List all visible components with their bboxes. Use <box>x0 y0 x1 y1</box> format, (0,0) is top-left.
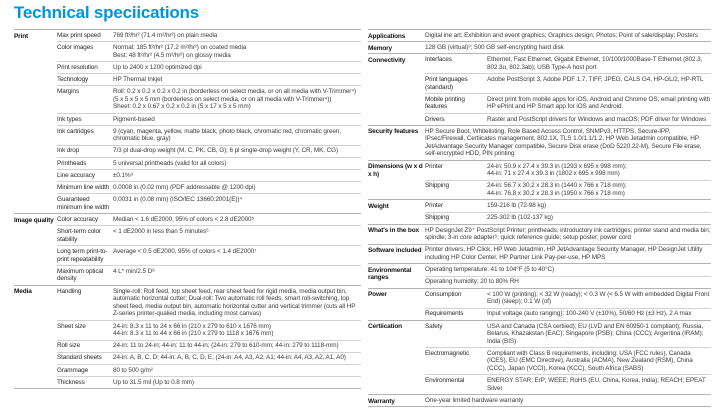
section-rows <box>57 214 361 285</box>
spec-value-line: Raster and PostScript drivers for Windows and macOS; PDF driver for Windows <box>487 115 707 123</box>
spec-value-line: Median < 1.6 dE2000, 95% of colors < 2.8 dE2000⁵ <box>113 216 255 224</box>
spec-section-warranty <box>368 394 711 406</box>
spec-value <box>113 248 361 263</box>
spec-label: Max print speed <box>57 31 101 39</box>
spec-value-line: 5 universal printheads (valid for all colors) <box>113 159 227 167</box>
section-rows <box>425 126 711 160</box>
section-rows <box>425 161 711 200</box>
spec-value <box>487 323 711 346</box>
spec-row-shipping <box>425 180 711 200</box>
spec-section-certiication <box>368 320 711 395</box>
spec-value-line: HP Thermal Inkjet <box>113 75 163 83</box>
section-label: Warranty <box>368 397 395 405</box>
section-label: Weight <box>368 202 389 210</box>
spec-value <box>113 354 361 362</box>
spec-value-line: Adobe PostScript 3, Adobe PDF 1.7, TIFF, JPEG, CALS G4, HP-GL/2, HP-RTL <box>487 75 704 83</box>
section-label: Memory <box>368 44 393 52</box>
spec-row-ink-drop <box>57 145 361 157</box>
spec-row-thickness <box>57 376 361 388</box>
spec-value <box>425 32 711 40</box>
spec-section-software-included <box>368 244 711 264</box>
spec-section-connectivity <box>368 53 711 125</box>
spec-value <box>487 214 711 222</box>
spec-value <box>425 278 711 286</box>
spec-row <box>425 245 711 264</box>
spec-value <box>487 76 711 91</box>
spec-row-ink-types <box>57 113 361 125</box>
section-label: Print <box>14 32 29 40</box>
section-rows <box>57 286 361 389</box>
spec-value <box>487 291 711 306</box>
spec-row-technology <box>57 73 361 85</box>
spec-label: Electromagnetic <box>425 349 470 357</box>
spec-row <box>425 264 711 275</box>
section-label: Certiication <box>368 323 402 331</box>
spec-section-dimensions-w-x-d-x-h <box>368 160 711 200</box>
spec-value-line: 9 (cyan, magenta, yellow, matte black, photo black, chromatic red, chromatic green, chromatic blue, gray) <box>113 127 341 143</box>
section-label: Environmental ranges <box>368 266 412 282</box>
spec-value <box>113 367 361 375</box>
section-label: Media <box>14 288 32 296</box>
spec-value-line: ±0.1%³ <box>113 171 133 179</box>
spec-label: Roll size <box>57 342 81 350</box>
spec-row-printheads <box>57 157 361 169</box>
spec-value <box>113 288 361 318</box>
spec-value <box>113 379 361 387</box>
spec-row-color-images <box>57 41 361 61</box>
spec-label: Color images <box>57 43 94 51</box>
spec-value <box>487 182 711 197</box>
spec-row-minimum-line-width <box>57 181 361 193</box>
spec-label: Grammage <box>57 366 89 374</box>
spec-value-line: 159-216 lb (72-98 kg) <box>487 202 547 210</box>
spec-row-guaranteed-minimum-line-width <box>57 193 361 213</box>
spec-value <box>425 227 711 242</box>
spec-value <box>425 246 711 261</box>
section-label: Image quality <box>14 216 54 224</box>
spec-section-power <box>368 288 711 320</box>
spec-row-safety <box>425 321 711 347</box>
spec-row <box>425 30 711 41</box>
spec-label: Ink types <box>57 115 82 123</box>
spec-section-security-features <box>368 125 711 160</box>
section-label: Power <box>368 291 387 299</box>
section-rows <box>425 54 711 125</box>
spec-label: Drivers <box>425 115 445 123</box>
spec-value-line: 24-in: A, B, C, D; 44-in: A, B, C, D, E; (24-in: A4, A3, A2, A1; 44-in: A4, A3, A2, A1, A0) <box>113 354 346 362</box>
spec-label: Maximum optical density <box>57 267 104 283</box>
spec-label: Minimum line width <box>57 184 110 192</box>
spec-label: Safety <box>425 322 443 330</box>
spec-value-line: ENERGY STAR; ErP; WEEE; RoHS (EU, China, Korea, India); REACH; EPEAT Silver <box>487 377 706 392</box>
spec-label: Interfaces <box>425 56 452 64</box>
spec-value <box>113 64 361 72</box>
section-label: Applications <box>368 32 406 40</box>
spec-value <box>113 76 361 84</box>
section-label: Software included <box>368 247 422 255</box>
spec-value-line: 128 GB (virtual)⁹; 500 GB self-encrypting hard disk <box>425 43 564 51</box>
spec-row-print-resolution <box>57 61 361 73</box>
spec-label: Thickness <box>57 378 85 386</box>
spec-label: Ink cartridges <box>57 127 94 135</box>
spec-value <box>425 44 711 52</box>
spec-section-environmental-ranges <box>368 263 711 287</box>
spec-value <box>487 377 711 392</box>
spec-section-applications <box>368 29 711 41</box>
spec-value-line: Direct print from mobile apps for iOS, Android and Chrome OS; email printing with HP ePrint and HP Smart app for iOS and Android. <box>487 95 711 111</box>
spec-column-right <box>368 29 711 407</box>
spec-value <box>487 163 711 178</box>
section-rows <box>425 225 711 244</box>
spec-value <box>113 172 361 180</box>
spec-value-line: Pigment-based <box>113 115 155 123</box>
spec-row-sheet-size <box>57 320 361 340</box>
spec-value <box>113 196 361 211</box>
spec-value <box>113 160 361 168</box>
section-label: Dimensions (w x d x h) <box>368 163 423 178</box>
section-rows <box>425 321 711 395</box>
spec-row <box>425 42 711 53</box>
spec-label: Print languages (standard) <box>425 75 468 91</box>
spec-section-media <box>14 285 361 389</box>
spec-value-line: Operating temperature: 41 to 104°F (5 to 40°C) <box>425 266 555 274</box>
spec-value <box>113 88 361 111</box>
spec-value-line: HP DesignJet Z9⁺ PostScript Printer; printheads; introductory ink cartridges; printer stand and media bin; spindle; 3-in core adapter⁹; quick reference guide; setup poster; power cord <box>425 226 711 242</box>
spec-row-short-term-color-stability <box>57 225 361 245</box>
spec-value <box>113 44 361 59</box>
spec-row-requirements <box>425 308 711 320</box>
spec-row <box>425 276 711 288</box>
spec-label: Shipping <box>425 214 449 222</box>
spec-row-margins <box>57 85 361 112</box>
spec-value-line: One-year limited hardware warranty <box>425 397 524 405</box>
page-title: Technical speciications <box>14 3 199 22</box>
spec-label: Printer <box>425 162 443 170</box>
spec-row-electromagnetic <box>425 347 711 374</box>
spec-row-max-print-speed <box>57 30 361 41</box>
spec-value <box>113 228 361 243</box>
spec-value <box>113 116 361 124</box>
spec-value <box>425 266 711 274</box>
spec-label: Mobile printing features <box>425 95 465 111</box>
section-label: Connectivity <box>368 56 406 64</box>
spec-row <box>425 126 711 160</box>
spec-value <box>113 184 361 192</box>
spec-row-ink-cartridges <box>57 125 361 145</box>
spec-label: Printer <box>425 202 443 210</box>
spec-value <box>487 350 711 373</box>
spec-value-line: 225-302 lb (102-137 kg) <box>487 214 553 222</box>
spec-value-line: 80 to 500 g/m² <box>113 366 153 374</box>
spec-value-line: 7/3 pl dual-drop weight (M, C, PK, CB, G); 6 pl single-drop weight (Y, CR, MK, CG) <box>113 147 339 155</box>
spec-row-standard-sheets <box>57 352 361 364</box>
section-rows <box>425 42 711 53</box>
spec-value-line: 24-in: 50.9 x 27.4 x 39.3 in (1293 x 695 x 998 mm); <box>487 162 627 170</box>
spec-section-image-quality <box>14 213 361 285</box>
section-rows <box>425 245 711 264</box>
spec-value <box>113 268 361 283</box>
spec-section-weight <box>368 199 711 223</box>
spec-label: Ink drop <box>57 147 80 155</box>
spec-label: Consumption <box>425 290 462 298</box>
spec-value-line: Normal: 185 ft²/hr² (17.2 m²/hr²) on coated media <box>113 43 247 51</box>
spec-value <box>487 96 711 111</box>
spec-columns <box>14 29 711 407</box>
spec-value-line: 769 ft²/hr² (71.4 m²/hr²) on plain media <box>113 31 218 39</box>
spec-value-line: Roll: 0.2 x 0.2 x 0.2 x 0.2 in (borderless on select media, or on all media with V-Trimmer⁴) (5 x 5 x 5 x 5 mm (borderless on select media, or on all media with V-Trimmer⁴)) <box>113 88 356 103</box>
spec-label: Technology <box>57 75 89 83</box>
spec-label: Sheet size <box>57 322 86 330</box>
spec-row-environmental <box>425 374 711 394</box>
section-rows <box>57 30 361 213</box>
section-label: What's in the box <box>368 227 419 235</box>
spec-row-interfaces <box>425 54 711 73</box>
spec-value-line: 4 L* min/2.5 D⁸ <box>113 267 155 275</box>
spec-value-line: Ethernet, Fast Ethernet, Gigabit Ethernet, 10/100/1000Base-T Ethernet (802.3, 802.3u, 802.3ab); USB Type-A host port <box>487 56 703 71</box>
spec-label: Shipping <box>425 182 449 190</box>
spec-value-line: Sheet: 0.2 x 0.67 x 0.2 x 0.2 in (5 x 17 x 5 x 5 mm) <box>113 103 251 111</box>
section-rows <box>425 200 711 223</box>
spec-value-line: 24-in: 56.7 x 30.2 x 28.3 in (1440 x 766 x 718 mm); <box>487 182 627 190</box>
spec-label: Environmental <box>425 377 465 385</box>
spec-row-grammage <box>57 364 361 376</box>
spec-value <box>425 397 711 405</box>
spec-value-line: Operating humidity: 20 to 80% RH <box>425 278 519 286</box>
spec-row-mobile-printing-features <box>425 93 711 113</box>
spec-row-print-languages-standard <box>425 73 711 93</box>
spec-section-what-s-in-the-box <box>368 224 711 244</box>
spec-value <box>113 342 361 350</box>
spec-value <box>113 216 361 224</box>
spec-value-line: < 100 W (printing); < 32 W (ready); < 0.3 W (< 6.5 W with embedded Digital Front End) (sleep); 0.1 W (of) <box>487 290 710 306</box>
spec-value-line: 0.0031 in (0.08 mm) (ISO/IEC 13660:2001(E))⁴ <box>113 196 243 204</box>
spec-value-line: 24-in: 8.3 x 11 to 24 x 66 in (210 x 279 to 610 x 1676 mm) <box>113 322 271 330</box>
spec-label: Standard sheets <box>57 354 102 362</box>
spec-value-line: 44-in: 8.3 x 11 to 44 x 66 in (210 x 279 to 1118 x 1676 mm) <box>113 330 274 338</box>
spec-value-line: HP Secure Boot, Whitelisting, Role Based Access Control, SNMPv3, HTTPS, Secure-IPP, IPsec/Firewall, Certiicates management, 802.1X, TLS 1.0/1.1/1.2, HP Web Jetadmin compatible, HP JetAdvantage Security Manager compatible, Secure Disk erase (DoD 5220.22-M), Secure File erase, self-encrypted HDD, PIN printing <box>425 127 702 158</box>
spec-value-line: Up to 31.5 mil (Up to 0.8 mm) <box>113 378 194 386</box>
spec-label: Print resolution <box>57 63 98 71</box>
spec-value <box>487 202 711 210</box>
spec-label: Color accuracy <box>57 216 98 224</box>
spec-value <box>113 323 361 338</box>
spec-value-line: 44-in: 71 x 27.4 x 39.3 in (1802 x 695 x 998 mm) <box>487 170 620 178</box>
spec-row-drivers <box>425 113 711 125</box>
spec-value <box>113 32 361 40</box>
spec-row <box>425 225 711 244</box>
spec-value <box>487 116 711 124</box>
spec-row-line-accuracy <box>57 169 361 181</box>
spec-label: Margins <box>57 88 79 96</box>
spec-label: Long term print-to-print repeatability <box>57 247 108 263</box>
spec-value-line: 44-in: 76.8 x 30.2 x 28.3 in (1950 x 766 x 718 mm) <box>487 190 625 198</box>
spec-row-handling <box>57 286 361 320</box>
spec-label: Line accuracy <box>57 171 95 179</box>
spec-value-line: USA and Canada (CSA certiied); EU (LVD and EN 60950-1 compliant); Russia, Belarus, Khazakstan (EAC); Singapore (PSB); China (CCC); Argentina (IRAM); India (BIS) <box>487 322 704 345</box>
spec-value <box>113 147 361 155</box>
spec-value <box>487 310 711 318</box>
spec-row-printer <box>425 200 711 211</box>
spec-column-left <box>14 29 361 389</box>
spec-row-consumption <box>425 289 711 308</box>
spec-value-line: Printer drivers, HP Click, HP Web Jetadmin, HP JetAdvantage Security Manager, HP DesignJet Utility including HP Color Center, HP Partner Link Pay-per-use, HP MPS <box>425 246 703 261</box>
spec-label: Requirements <box>425 310 464 318</box>
section-label: Security features <box>368 128 419 136</box>
spec-row-printer <box>425 161 711 180</box>
spec-value-line: < 1 dE2000 in less than 5 minutes⁶ <box>113 228 209 236</box>
spec-section-print <box>14 29 361 213</box>
spec-value-line: Digital ine art; Exhibition and event graphics; Graphics design; Photos; Point of sale/display; Posters <box>425 31 698 39</box>
spec-label: Handling <box>57 287 82 295</box>
spec-label: Short-term color stability <box>57 228 101 243</box>
spec-row-roll-size <box>57 340 361 352</box>
spec-value-line: 24-in: 11 to 24-in; 44-in: 11 to 44-in; (24-in: 279 to 610-mm; 44-in: 279 to 1118-mm) <box>113 342 339 350</box>
section-rows <box>425 264 711 287</box>
spec-label: Printheads <box>57 159 87 167</box>
spec-row-color-accuracy <box>57 214 361 225</box>
spec-value-line: Input voltage (auto ranging): 100-240 V (±10%), 50/60 Hz (±3 Hz), 2 A max <box>487 310 692 318</box>
spec-value-line: Up to 2400 x 1200 optimized dpi <box>113 63 202 71</box>
spec-row-long-term-print-to-print-repeatability <box>57 245 361 265</box>
spec-row <box>425 395 711 406</box>
spec-value <box>487 56 711 71</box>
spec-row-maximum-optical-density <box>57 265 361 285</box>
spec-value <box>113 128 361 143</box>
spec-value-line: Average < 0.5 dE2000, 95% of colors < 1.4 dE2000⁷ <box>113 247 257 255</box>
spec-label: Guaranteed minimum line width <box>57 196 110 211</box>
spec-value-line: 0.0008 in (0.02 mm) (PDF addressable @ 1200 dpi) <box>113 184 256 192</box>
spec-value-line: Compliant with Class B requirements, including: USA (FCC rules), Canada (ICES), EU (EMC Directive), Australia (ACMA), New Zealand (RSM), China (CCC), Japan (VCCI), Korea (KCC), South Africa (SABS) <box>487 349 693 373</box>
spec-section-memory <box>368 41 711 53</box>
section-rows <box>425 395 711 406</box>
section-rows <box>425 30 711 41</box>
spec-value-line: Best: 48 ft²/hr² (4.5 m²/hr²) on glossy media <box>113 51 231 59</box>
section-rows <box>425 289 711 320</box>
spec-value-line: Single-roll: Roll feed, top sheet feed, rear sheet feed for rigid media, media output bin, automatic horizontal cutter; Dual-roll: Two automatic roll feeds, smart roll-switching, top sheet feed, media output bin, automatic horizontal cutter and vertical trimmer (cuts all HP Z-series printer-qualied media, including most canvas) <box>113 287 356 318</box>
spec-value <box>425 128 711 158</box>
spec-row-shipping <box>425 212 711 224</box>
